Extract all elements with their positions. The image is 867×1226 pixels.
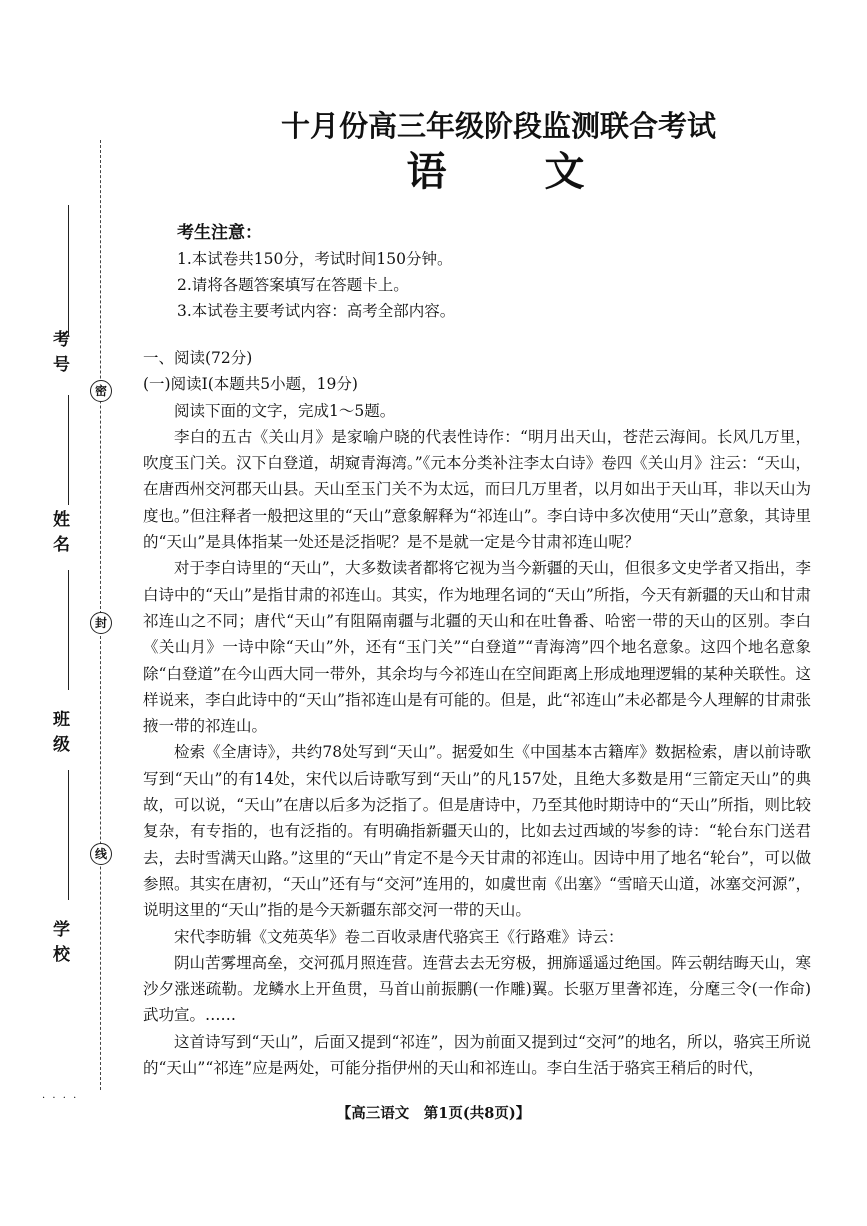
notice-item: 3.本试卷主要考试内容：高考全部内容。 <box>177 302 456 320</box>
passage-paragraph: 检索《全唐诗》，共约78处写到“天山”。据爱如生《中国基本古籍库》数据检索，唐以前诗歌写到“天山”的有14处，宋代以后诗歌写到“天山”的凡157处，且绝大多数是用“三箭定天山”的典故，可以说，“天山”在唐以后多为泛指了。但是唐诗中，乃至其他时期诗中的“天山”所指，则比较复杂，有专指的，也有泛指的。有明确指新疆天山的，比如去过西域的岑参的诗：“轮台东门送君去，去时雪满天山路。”这里的“天山”肯定不是今天甘肃的祁连山。因诗中用了地名“轮台”，可以做参照。其实在唐初，“天山”还有与“交河”连用的，如虞世南《出塞》“雪暗天山道，冰塞交河源”，说明这里的“天山”指的是今天新疆东部交河一带的天山。 <box>143 743 811 920</box>
banji-fill-line <box>68 570 69 690</box>
margin-dots: · · · · <box>42 1093 79 1104</box>
subject-title: 语 文 <box>406 148 591 195</box>
page-footer: 【高三语文 第1页(共8页)】 <box>336 1105 531 1122</box>
kaohao-fill-line <box>68 205 69 335</box>
passage-paragraph: 宋代李昉辑《文苑英华》卷二百收录唐代骆宾王《行路难》诗云： <box>174 927 624 946</box>
xingming-label: 姓名 <box>49 510 69 560</box>
section-heading: 一、阅读(72分) <box>143 349 253 367</box>
poem-quotation: 阴山苦雾埋高垒，交河孤月照连营。连营去去无穷极，拥旆遥遥过绝国。阵云朝结晦天山，寒沙夕涨迷疏勒。龙鳞水上开鱼贯，马首山前振鹏(一作雕)翼。长驱万里詟祁连，分麾三令(一作命)武功宣。…… <box>143 953 811 1025</box>
passage-paragraph: 这首诗写到“天山”，后面又提到“祁连”，因为前面又提到过“交河”的地名，所以，骆宾王所说的“天山”“祁连”应是两处，可能分指伊州的天山和祁连山。李白生活于骆宾王稍后的时代， <box>143 1032 811 1078</box>
sub-section-heading: (一)阅读Ⅰ(本题共5小题，19分) <box>143 375 358 394</box>
notice-heading: 考生注意： <box>177 223 262 243</box>
instruction: 阅读下面的文字，完成1～5题。 <box>174 401 396 420</box>
banji-label: 班级 <box>49 710 69 760</box>
notice-list <box>177 246 455 324</box>
seal-mi: 密 <box>90 380 112 402</box>
notice-item: 1.本试卷共150分，考试时间150分钟。 <box>177 250 453 268</box>
exam-title: 十月份高三年级阶段监测联合考试 <box>280 109 716 143</box>
seal-xian: 线 <box>90 843 112 865</box>
xuexiao-fill-line <box>68 770 69 900</box>
xingming-fill-line <box>68 395 69 505</box>
passage-paragraph: 对于李白诗里的“天山”，大多数读者都将它视为当今新疆的天山，但很多文史学者又指出，李白诗中的“天山”是指甘肃的祁连山。其实，作为地理名词的“天山”所指，今天有新疆的天山和甘肃祁连山之不同；唐代“天山”有阻隔南疆与北疆的天山和在吐鲁番、哈密一带的天山的区别。李白《关山月》一诗中除“天山”外，还有“玉门关”“白登道”“青海湾”四个地名意象。这四个地名意象除“白登道”在今山西大同一带外，其余均与今祁连山在空间距离上形成地理逻辑的某种关联性。这样说来，李白此诗中的“天山”指祁连山是有可能的。但是，此“祁连山”未必都是今人理解的甘肃张掖一带的祁连山。 <box>143 559 811 736</box>
notice-item: 2.请将各题答案填写在答题卡上。 <box>177 276 409 294</box>
main-content <box>143 345 811 1081</box>
kaohao-label: 考号 <box>49 330 69 380</box>
seal-feng: 封 <box>90 612 112 634</box>
xuexiao-label: 学校 <box>49 920 69 970</box>
passage-paragraph: 李白的五古《关山月》是家喻户晓的代表性诗作：“明月出天山，苍茫云海间。长风几万里，吹度玉门关。汉下白登道，胡窥青海湾。”《元本分类补注李太白诗》卷四《关山月》注云：“天山，在唐西州交河郡天山县。天山至玉门关不为太远，而曰几万里者，以月如出于天山耳，非以天山为度也。”但注释者一般把这里的“天山”意象解释为“祁连山”。李白诗中多次使用“天山”意象，其诗里的“天山”是具体指某一处还是泛指呢？是不是就一定是今甘肃祁连山呢？ <box>143 427 811 552</box>
